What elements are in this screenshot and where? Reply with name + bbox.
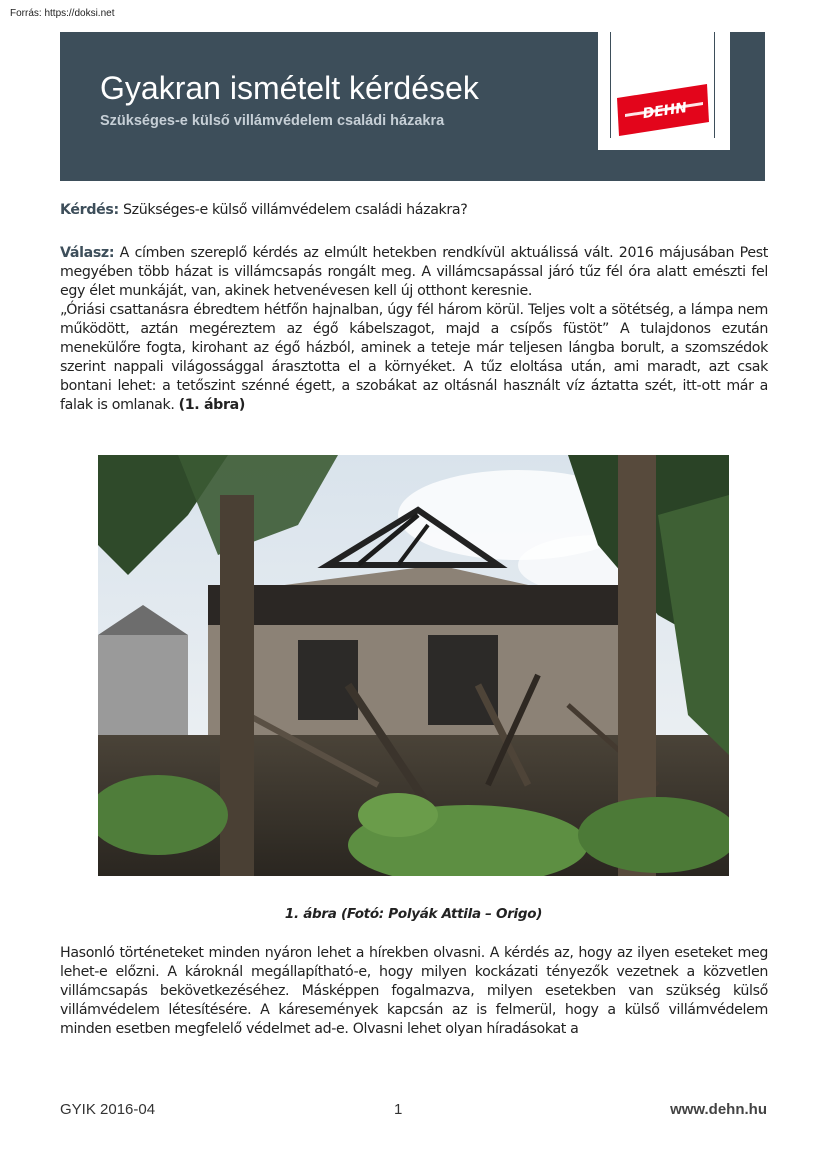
answer-text-2: „Óriási csattanásra ébredtem hétfőn hajnalban, úgy fél három körül. Teljes volt a sötétség, a lámpa nem működött, aztán megéreztem az égő kábelszagot, majd a csípős füstöt” A tulajdonos ezután menekülőre fogta, kirohant az égő házból, aminek a teteje már teljesen lángba borult, a szomszédok szerint nappali világossággal árasztotta el a környéket. A tűz eloltása után, ami maradt, azt csak bontani lehet: a tetőszint szénné égett, a szobákat az oltásnál használt víz áztatta szét, itt-ott már a falak is omlanak.: [60, 302, 768, 413]
page-title: Gyakran ismételt kérdések: [100, 70, 479, 106]
footer-page-number: 1: [394, 1101, 403, 1118]
answer-text-1: A címben szereplő kérdés az elmúlt hetekben rendkívül aktuálissá vált. 2016 májusában Pest megyében több házat is villámcsapás rongált meg. A villámcsapással járó tűz fél óra alatt emészti fel egy élet munkáját, van, akinek hetvenévesen kell új otthont keresnie.: [60, 245, 768, 299]
dehn-logo-icon: [615, 84, 711, 136]
question-text: Szükséges-e külső villámvédelem családi házakra?: [118, 202, 468, 218]
logo-box: [598, 32, 730, 150]
body-paragraph: Hasonló történeteket minden nyáron lehet a hírekben olvasni. A kérdés az, hogy az ilyen eseteket meg lehet-e előzni. A károknál megállapítható-e, hogy milyen kockázati tényezők vezetnek a közvetlen villámcsapás bekövetkezéséhez. Másképpen fogalmazva, milyen esetekben van szükség külső villámvédelem létesítésére. A káresemények kapcsán az is felmerül, hogy a külső villámvédelem minden esetben megfelelő védelmet ad-e. Olvasni lehet olyan híradásokat a: [60, 945, 768, 1037]
answer-paragraph-1: [60, 244, 768, 301]
answer-block: [60, 244, 768, 415]
logo-divider-right: [714, 32, 715, 138]
answer-label: Válasz:: [60, 245, 115, 261]
photo-illustration: [98, 455, 729, 876]
logo-text: DEHN: [641, 99, 689, 123]
figure-reference: (1. ábra): [178, 397, 245, 413]
burnt-house-photo: [98, 455, 729, 876]
header-banner: [60, 32, 765, 181]
footer-doc-id: GYIK 2016-04: [60, 1101, 156, 1118]
figure-caption: 1. ábra (Fotó: Polyák Attila – Origo): [284, 906, 543, 922]
question-block: [60, 201, 768, 220]
footer-website-link[interactable]: www.dehn.hu: [670, 1101, 767, 1118]
question-label: Kérdés:: [60, 202, 119, 218]
answer-paragraph-2: [60, 301, 768, 415]
page-subtitle: Szükséges-e külső villámvédelem családi házakra: [100, 113, 445, 129]
logo-divider-left: [610, 32, 611, 138]
source-note: Forrás: https://doksi.net: [10, 8, 115, 19]
